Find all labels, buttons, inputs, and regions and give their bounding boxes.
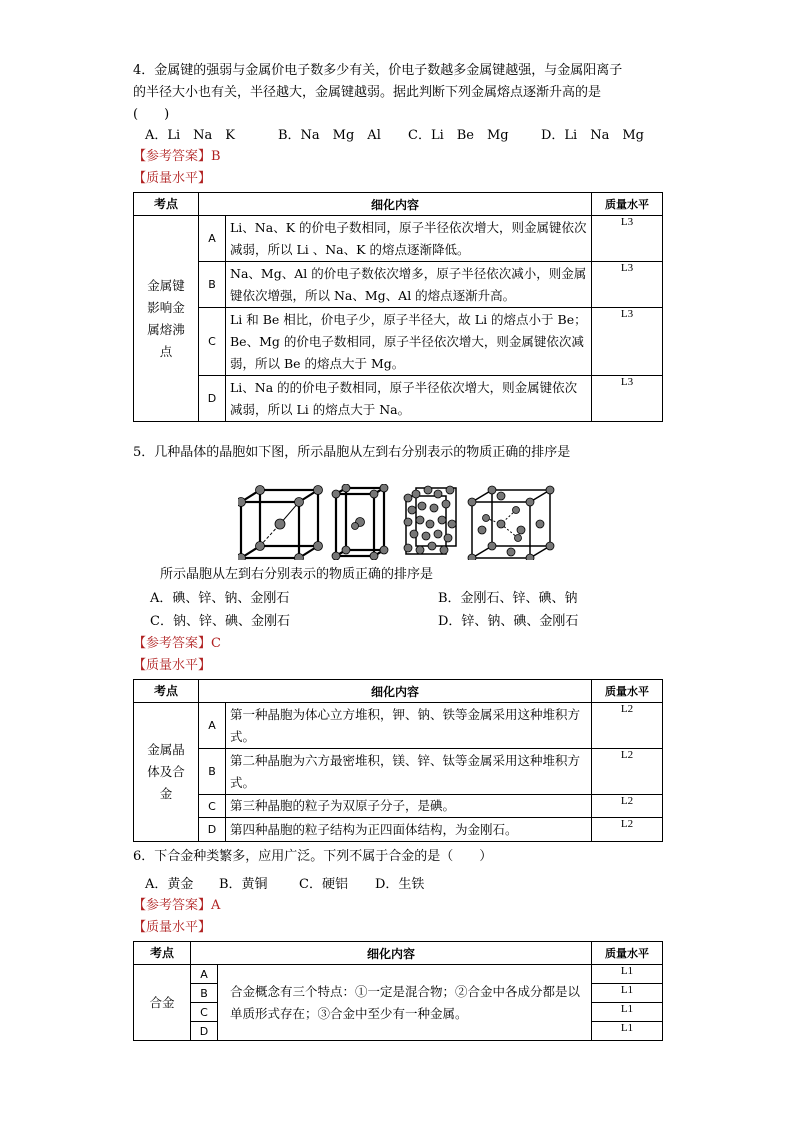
q4-quality-table xyxy=(133,192,663,422)
answer-value: A xyxy=(211,898,221,913)
q6-quality-label xyxy=(133,917,211,939)
q5-option-b[interactable]: B．金刚石、锌、碘、钠 xyxy=(438,591,578,606)
answer-label: 【参考答案】 xyxy=(133,149,212,164)
option-cell: C xyxy=(199,795,226,818)
q6-quality-table xyxy=(133,941,663,1041)
level-cell: L1 xyxy=(592,1003,663,1022)
q4-option-c[interactable]: C．Li Be Mg xyxy=(408,128,509,143)
q5-quality-label xyxy=(133,655,211,677)
option-cell: B xyxy=(199,749,226,795)
detail-cell: Li、Na 的的价电子数相同，原子半径依次增大，则金属键依次减弱，所以 Li 的熔点大于 Na。 xyxy=(226,376,592,422)
q6-stem: 6．下合金种类繁多，应用广泛。下列不属于合金的是（ ） xyxy=(133,849,493,864)
table-row xyxy=(134,216,663,262)
table-header-row xyxy=(134,942,663,965)
q5-sub-stem: 所示晶胞从左到右分别表示的物质正确的排序是 xyxy=(160,567,434,582)
header-detail: 细化内容 xyxy=(199,680,592,703)
detail-cell: 第四种晶胞的粒子结构为正四面体结构，为金刚石。 xyxy=(226,818,592,842)
q5-quality-table xyxy=(133,679,663,842)
table-header-row xyxy=(134,193,663,216)
level-cell: L1 xyxy=(592,1022,663,1041)
q5-answer xyxy=(133,633,221,655)
quality-label: 【质量水平】 xyxy=(133,920,212,935)
level-cell: L2 xyxy=(592,818,663,842)
answer-value: C xyxy=(211,636,221,651)
header-level: 质量水平 xyxy=(592,680,663,703)
q4-option-b[interactable]: B．Na Mg Al xyxy=(278,128,381,143)
hcp-atoms xyxy=(332,484,388,560)
table-row xyxy=(134,703,663,749)
q5-stem: 5．几种晶体的晶胞如下图，所示晶胞从左到右分别表示的物质正确的排序是 xyxy=(133,445,571,460)
header-topic: 考点 xyxy=(134,942,191,965)
q4-stem-line2: 的半径大小也有关，半径越大，金属键越弱。据此判断下列金属熔点逐渐升高的是 xyxy=(133,85,602,100)
detail-cell: Li、Na、K 的价电子数相同，原子半径依次增大，则金属键依次减弱，所以 Li 、Na、K 的熔点逐渐降低。 xyxy=(226,216,592,262)
q6-option-d[interactable]: D．生铁 xyxy=(375,877,425,892)
detail-cell: Li 和 Be 相比，价电子少，原子半径大，故 Li 的熔点小于 Be；Be、Mg 的价电子数相同，原子半径依次增大，则金属键依次减弱，所以 Be 的熔点大于 Mg。 xyxy=(226,308,592,376)
q5-option-d[interactable]: D．锌、钠、碘、金刚石 xyxy=(438,614,579,629)
table-row xyxy=(134,376,663,422)
header-topic: 考点 xyxy=(134,680,199,703)
q6-option-a[interactable]: A．黄金 xyxy=(145,877,194,892)
q4-option-d[interactable]: D．Li Na Mg xyxy=(541,128,644,143)
header-level: 质量水平 xyxy=(592,193,663,216)
header-detail: 细化内容 xyxy=(191,942,592,965)
topic-cell: 金属晶体及合金 xyxy=(134,703,199,842)
option-cell: D xyxy=(199,818,226,842)
q4-answer xyxy=(133,146,221,168)
option-cell: A xyxy=(199,216,226,262)
q4-stem xyxy=(133,60,663,126)
quality-label: 【质量水平】 xyxy=(133,171,212,186)
level-cell: L2 xyxy=(592,703,663,749)
level-cell: L3 xyxy=(592,262,663,308)
table-row xyxy=(134,965,663,984)
q5-option-a[interactable]: A．碘、锌、钠、金刚石 xyxy=(150,591,290,606)
q4-option-a[interactable]: A．Li Na K xyxy=(145,128,236,143)
level-cell: L1 xyxy=(592,965,663,984)
table-row xyxy=(134,262,663,308)
q4-options xyxy=(145,124,665,146)
option-cell: D xyxy=(191,1022,218,1041)
q4-quality-label xyxy=(133,168,211,190)
topic-cell: 金属键影响金属熔沸点 xyxy=(134,216,199,422)
crystal-cells-figure xyxy=(238,484,556,560)
option-cell: B xyxy=(191,984,218,1003)
option-cell: D xyxy=(199,376,226,422)
q5-option-c[interactable]: C．钠、锌、碘、金刚石 xyxy=(150,614,290,629)
detail-cell: 第一种晶胞为体心立方堆积，钾、钠、铁等金属采用这种堆积方式。 xyxy=(226,703,592,749)
detail-cell: 第二种晶胞为六方最密堆积，镁、锌、钛等金属采用这种堆积方式。 xyxy=(226,749,592,795)
table-row xyxy=(134,308,663,376)
detail-cell: 第三种晶胞的粒子为双原子分子，是碘。 xyxy=(226,795,592,818)
header-level: 质量水平 xyxy=(592,942,663,965)
option-cell: C xyxy=(199,308,226,376)
header-detail: 细化内容 xyxy=(199,193,592,216)
table-row xyxy=(134,795,663,818)
level-cell: L3 xyxy=(592,376,663,422)
answer-label: 【参考答案】 xyxy=(133,636,212,651)
q6-option-b[interactable]: B．黄铜 xyxy=(219,877,268,892)
level-cell: L3 xyxy=(592,308,663,376)
q6-option-c[interactable]: C．硬铝 xyxy=(299,877,348,892)
table-header-row xyxy=(134,680,663,703)
answer-value: B xyxy=(211,149,221,164)
q4-stem-line1: 4．金属键的强弱与金属价电子数多少有关，价电子数越多金属键越强，与金属阳离子 xyxy=(133,63,623,78)
detail-cell: Na、Mg、Al 的价电子数依次增多，原子半径依次减小，则金属键依次增强，所以 Na、Mg、Al 的熔点逐渐升高。 xyxy=(226,262,592,308)
answer-label: 【参考答案】 xyxy=(133,898,212,913)
q6-options xyxy=(145,873,665,895)
topic-cell: 合金 xyxy=(134,965,191,1041)
level-cell: L2 xyxy=(592,795,663,818)
option-cell: A xyxy=(199,703,226,749)
option-cell: A xyxy=(191,965,218,984)
option-cell: B xyxy=(199,262,226,308)
detail-cell: 合金概念有三个特点：①一定是混合物；②合金中各成分都是以单质形式存在；③合金中至少有一种金属。 xyxy=(218,965,592,1041)
header-topic: 考点 xyxy=(134,193,199,216)
q6-answer xyxy=(133,895,220,917)
level-cell: L3 xyxy=(592,216,663,262)
q5-options xyxy=(150,587,670,633)
level-cell: L2 xyxy=(592,749,663,795)
option-cell: C xyxy=(191,1003,218,1022)
q4-stem-line3: ( ) xyxy=(133,107,170,122)
table-row xyxy=(134,818,663,842)
table-row xyxy=(134,749,663,795)
level-cell: L1 xyxy=(592,984,663,1003)
quality-label: 【质量水平】 xyxy=(133,658,212,673)
